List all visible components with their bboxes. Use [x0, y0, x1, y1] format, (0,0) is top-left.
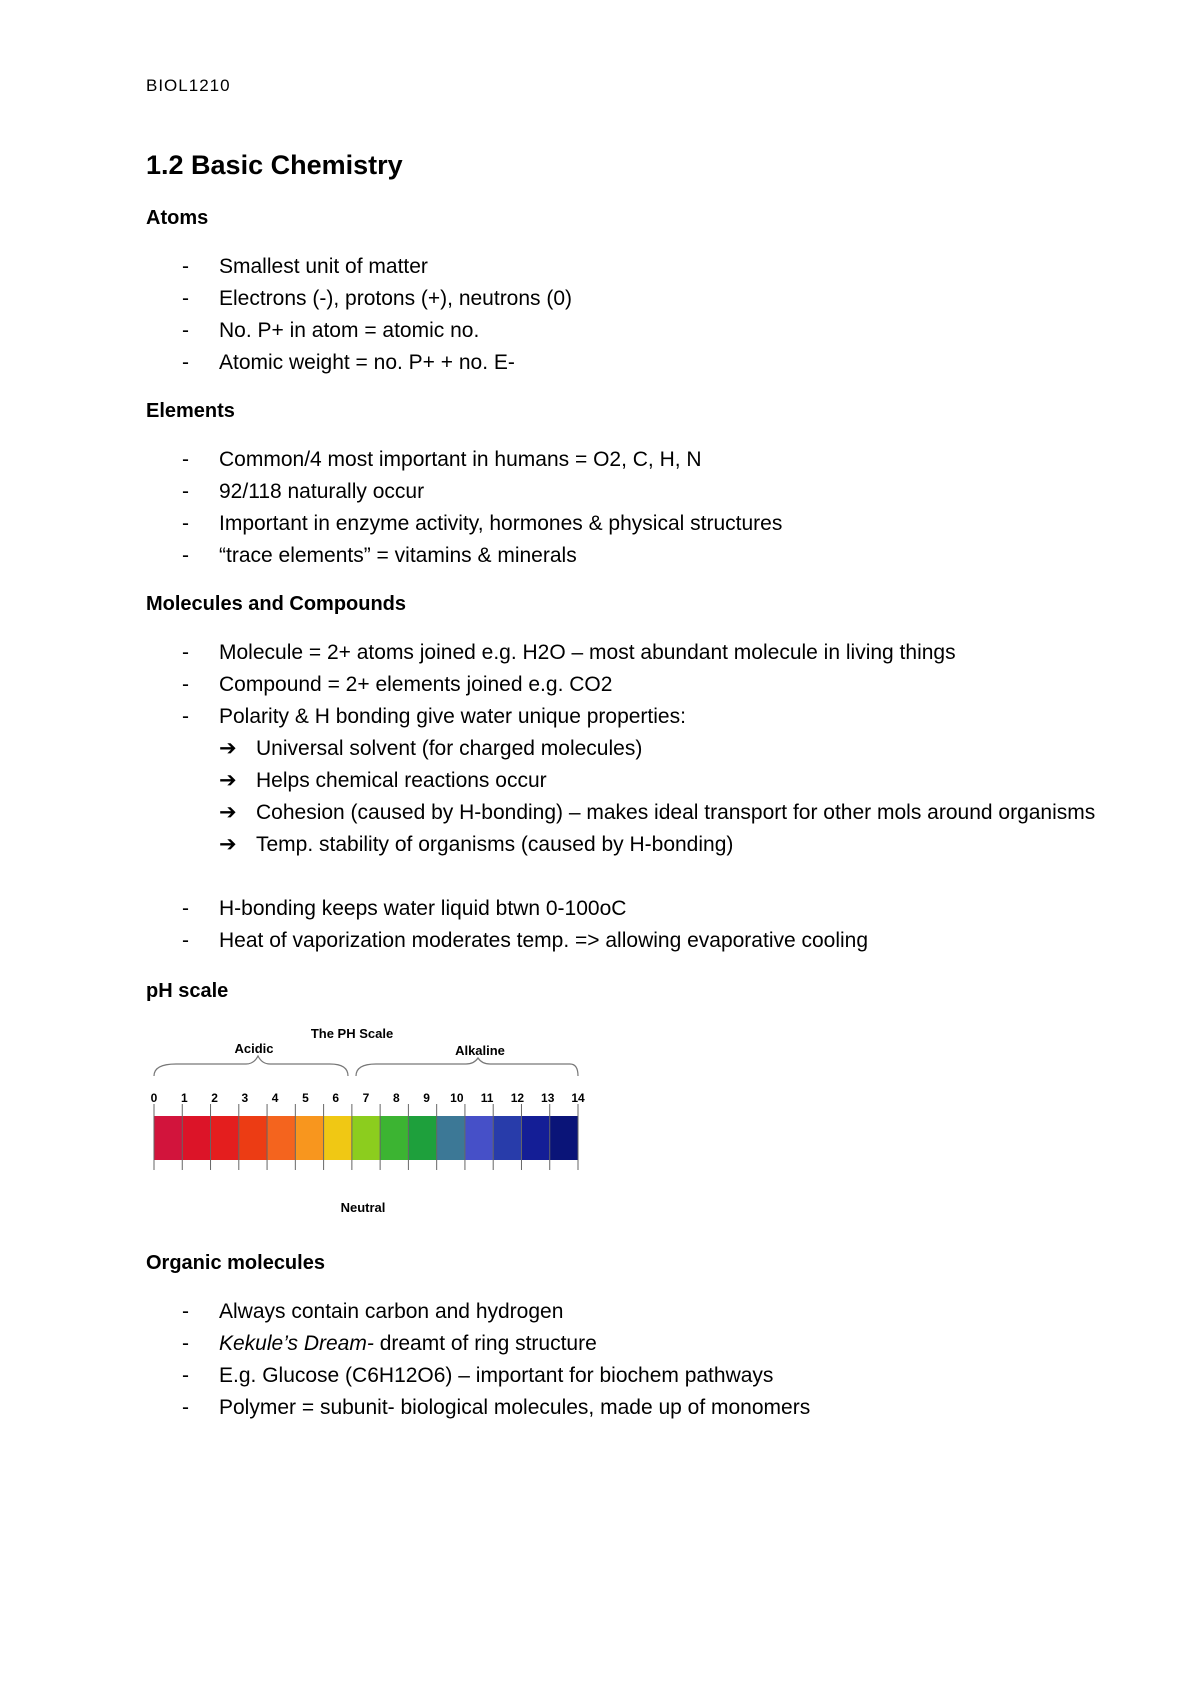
list-item-text: Important in enzyme activity, hormones & physical structures [219, 512, 783, 535]
ph-band [295, 1116, 324, 1160]
ph-tick-label: 4 [271, 1091, 279, 1105]
ph-band [211, 1116, 240, 1160]
molecules-list-continued [146, 893, 868, 957]
arrow-right-icon: ➔ [219, 737, 237, 760]
ph-tick-label: 7 [362, 1091, 370, 1105]
section-heading-atoms: Atoms [146, 207, 209, 229]
list-item-text: Heat of vaporization moderates temp. => allowing evaporative cooling [219, 929, 869, 952]
dash-bullet: - [182, 480, 189, 503]
list-item [146, 669, 956, 701]
list-item-text: dreamt of ring structure [379, 1332, 597, 1355]
elements-list [146, 444, 782, 572]
dash-bullet: - [182, 641, 189, 664]
molecules-list [146, 637, 956, 733]
list-item [146, 540, 782, 572]
list-item-text: Common/4 most important in humans = O2, C, H, N [219, 448, 702, 471]
sub-list-item [146, 733, 1126, 765]
dash-bullet: - [182, 544, 189, 567]
arrow-right-icon: ➔ [219, 833, 237, 856]
ph-band [493, 1116, 522, 1160]
dash-bullet: - [182, 705, 189, 728]
sub-list-item-text: Universal solvent (for charged molecules) [256, 737, 643, 760]
ph-tick-labels [151, 1091, 585, 1105]
arrow-right-icon: ➔ [219, 801, 237, 824]
section-heading-molecules: Molecules and Compounds [146, 593, 407, 615]
italic-term: Kekule’s Dream- [219, 1332, 374, 1355]
dash-bullet: - [182, 1300, 189, 1323]
list-item-text: No. P+ in atom = atomic no. [219, 319, 480, 342]
list-item [146, 701, 956, 733]
ph-scale-figure [146, 1018, 586, 1218]
ph-tick-label: 14 [571, 1091, 585, 1105]
alkaline-brace [356, 1058, 578, 1076]
dash-bullet: - [182, 673, 189, 696]
section-heading-ph: pH scale [146, 980, 229, 1002]
ph-tick-label: 10 [450, 1091, 464, 1105]
arrow-right-icon: ➔ [219, 769, 237, 792]
page-title: 1.2 Basic Chemistry [146, 150, 403, 180]
ph-band [521, 1116, 550, 1160]
list-item [146, 1392, 810, 1424]
ph-band [550, 1116, 579, 1160]
list-item [146, 508, 782, 540]
acidic-label: Acidic [234, 1041, 274, 1056]
sub-list-item [146, 765, 1126, 797]
list-item-text: Compound = 2+ elements joined e.g. CO2 [219, 673, 613, 696]
list-item-text: Molecule = 2+ atoms joined e.g. H2O – most abundant molecule in living things [219, 641, 956, 664]
ph-tick-label: 12 [510, 1091, 525, 1105]
ph-band [324, 1116, 353, 1160]
dash-bullet: - [182, 448, 189, 471]
ph-tick-label: 13 [541, 1091, 555, 1105]
dash-bullet: - [182, 1396, 189, 1419]
ph-band [352, 1116, 381, 1160]
ph-band [465, 1116, 494, 1160]
acidic-brace [154, 1056, 348, 1076]
ph-tick-label: 5 [302, 1091, 309, 1105]
list-item-text: Smallest unit of matter [219, 255, 428, 278]
list-item [146, 1328, 810, 1360]
sub-list-item-text: Cohesion (caused by H-bonding) – makes ideal transport for other mols around organisms [256, 801, 1096, 824]
list-item-text: “trace elements” = vitamins & minerals [219, 544, 577, 567]
section-heading-organic: Organic molecules [146, 1252, 325, 1274]
ph-tick-label: 11 [480, 1091, 494, 1105]
ph-tick-label: 2 [211, 1091, 218, 1105]
ph-band [267, 1116, 296, 1160]
sub-list-item-text: Temp. stability of organisms (caused by H-bonding) [256, 833, 734, 856]
list-item-text: Atomic weight = no. P+ + no. E- [219, 351, 515, 374]
list-item-text: Electrons (-), protons (+), neutrons (0) [219, 287, 573, 310]
ph-band [154, 1116, 183, 1160]
dash-bullet: - [182, 1364, 189, 1387]
dash-bullet: - [182, 929, 189, 952]
sub-list-item [146, 797, 1126, 829]
alkaline-label: Alkaline [455, 1043, 505, 1058]
list-item-text: E.g. Glucose (C6H12O6) – important for biochem pathways [219, 1364, 774, 1387]
ph-tick-label: 0 [150, 1091, 158, 1105]
list-item [146, 283, 572, 315]
water-properties-list [146, 733, 1126, 861]
list-item [146, 637, 956, 669]
list-item [146, 925, 868, 957]
dash-bullet: - [182, 897, 189, 920]
list-item-text: Always contain carbon and hydrogen [219, 1300, 564, 1323]
ph-tick-label: 1 [180, 1091, 188, 1105]
ph-tick-label: 8 [392, 1091, 400, 1105]
ph-tick-label: 6 [332, 1091, 340, 1105]
sub-list-item-text: Helps chemical reactions occur [256, 769, 547, 792]
list-item-text: Polymer = subunit- biological molecules, made up of monomers [219, 1396, 811, 1419]
dash-bullet: - [182, 255, 189, 278]
ph-tick-label: 3 [241, 1091, 249, 1105]
list-item [146, 347, 572, 379]
neutral-label: Neutral [340, 1200, 386, 1215]
ph-color-bands [154, 1104, 579, 1170]
dash-bullet: - [182, 351, 189, 374]
course-code: BIOL1210 [146, 76, 231, 95]
ph-band [182, 1116, 211, 1160]
list-item [146, 315, 572, 347]
list-item-text: Polarity & H bonding give water unique properties: [219, 705, 686, 728]
section-heading-elements: Elements [146, 400, 235, 422]
list-item [146, 1296, 810, 1328]
list-item [146, 476, 782, 508]
organic-list [146, 1296, 810, 1424]
list-item [146, 251, 572, 283]
list-item [146, 893, 868, 925]
list-item [146, 444, 782, 476]
dash-bullet: - [182, 287, 189, 310]
ph-band [239, 1116, 268, 1160]
ph-band [437, 1116, 466, 1160]
list-item-text: H-bonding keeps water liquid btwn 0-100oC [219, 897, 627, 920]
ph-tick-label: 9 [423, 1091, 430, 1105]
list-item-text: 92/118 naturally occur [219, 480, 425, 503]
atoms-list [146, 251, 572, 379]
sub-list-item [146, 829, 1126, 861]
ph-band [380, 1116, 409, 1160]
list-item [146, 1360, 810, 1392]
ph-band [408, 1116, 437, 1160]
dash-bullet: - [182, 1332, 189, 1355]
dash-bullet: - [182, 319, 189, 342]
dash-bullet: - [182, 512, 189, 535]
ph-figure-title: The PH Scale [310, 1026, 394, 1041]
